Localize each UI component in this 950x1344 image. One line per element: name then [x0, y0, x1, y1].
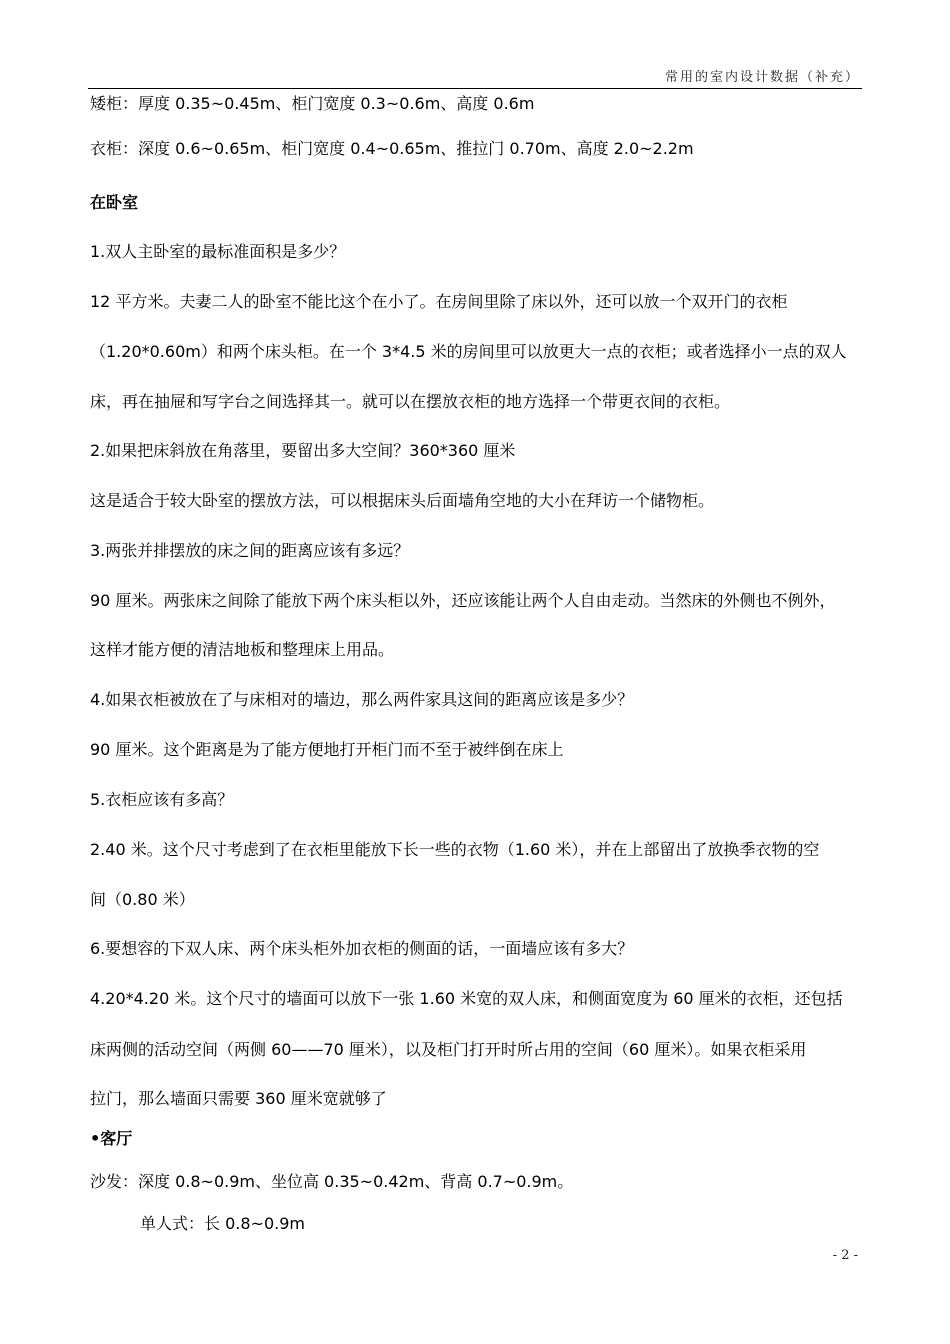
question-line: 5.衣柜应该有多高？: [90, 790, 234, 809]
text-line: 床，再在抽屉和写字台之间选择其一。就可以在摆放衣柜的地方选择一个带更衣间的衣柜。: [90, 392, 731, 411]
text-line: 矮柜：厚度 0.35~0.45m、柜门宽度 0.3~0.6m、高度 0.6m: [90, 94, 535, 113]
text-line: 衣柜：深度 0.6~0.65m、柜门宽度 0.4~0.65m、推拉门 0.70m、高度 2.0~2.2m: [90, 139, 694, 158]
text-line: 2.40 米。这个尺寸考虑到了在衣柜里能放下长一些的衣物（1.60 米），并在上部留出了放换季衣物的空: [90, 840, 820, 859]
question-line: 3.两张并排摆放的床之间的距离应该有多远？: [90, 541, 410, 560]
question-line: 2.如果把床斜放在角落里，要留出多大空间？360*360 厘米: [90, 441, 516, 460]
text-line: 间（0.80 米）: [90, 890, 195, 909]
text-line: 这是适合于较大卧室的摆放方法，可以根据床头后面墙角空地的大小在拜访一个储物柜。: [90, 491, 715, 510]
text-line: 沙发：深度 0.8~0.9m、坐位高 0.35~0.42m、背高 0.7~0.9m。: [90, 1172, 574, 1191]
question-line: 6.要想容的下双人床、两个床头柜外加衣柜的侧面的话，一面墙应该有多大？: [90, 939, 634, 958]
text-line: 拉门，那么墙面只需要 360 厘米宽就够了: [90, 1089, 387, 1108]
text-line: 4.20*4.20 米。这个尺寸的墙面可以放下一张 1.60 米宽的双人床，和侧面宽度为 60 厘米的衣柜，还包括: [90, 989, 843, 1008]
section-heading: 在卧室: [90, 193, 139, 212]
page-number: - 2 -: [832, 1248, 858, 1263]
text-line: 12 平方米。夫妻二人的卧室不能比这个在小了。在房间里除了床以外，还可以放一个双开门的衣柜: [90, 292, 788, 311]
text-line: 90 厘米。这个距离是为了能方便地打开柜门而不至于被绊倒在床上: [90, 740, 564, 759]
text-line: （1.20*0.60m）和两个床头柜。在一个 3*4.5 米的房间里可以放更大一点的衣柜；或者选择小一点的双人: [90, 342, 847, 361]
section-heading: •客厅: [90, 1129, 133, 1148]
page-header-title: 常用的室内设计数据（补充）: [664, 70, 860, 85]
text-line: 床两侧的活动空间（两侧 60——70 厘米），以及柜门打开时所占用的空间（60 厘米）。如果衣柜采用: [90, 1040, 807, 1059]
header-rule: [88, 88, 862, 89]
question-line: 1.双人主卧室的最标准面积是多少？: [90, 242, 346, 261]
text-line: 这样才能方便的清洁地板和整理床上用品。: [90, 640, 395, 659]
text-line: 单人式：长 0.8~0.9m: [140, 1214, 305, 1233]
question-line: 4.如果衣柜被放在了与床相对的墙边，那么两件家具这间的距离应该是多少？: [90, 690, 634, 709]
text-line: 90 厘米。两张床之间除了能放下两个床头柜以外，还应该能让两个人自由走动。当然床的外侧也不例外，: [90, 591, 836, 610]
